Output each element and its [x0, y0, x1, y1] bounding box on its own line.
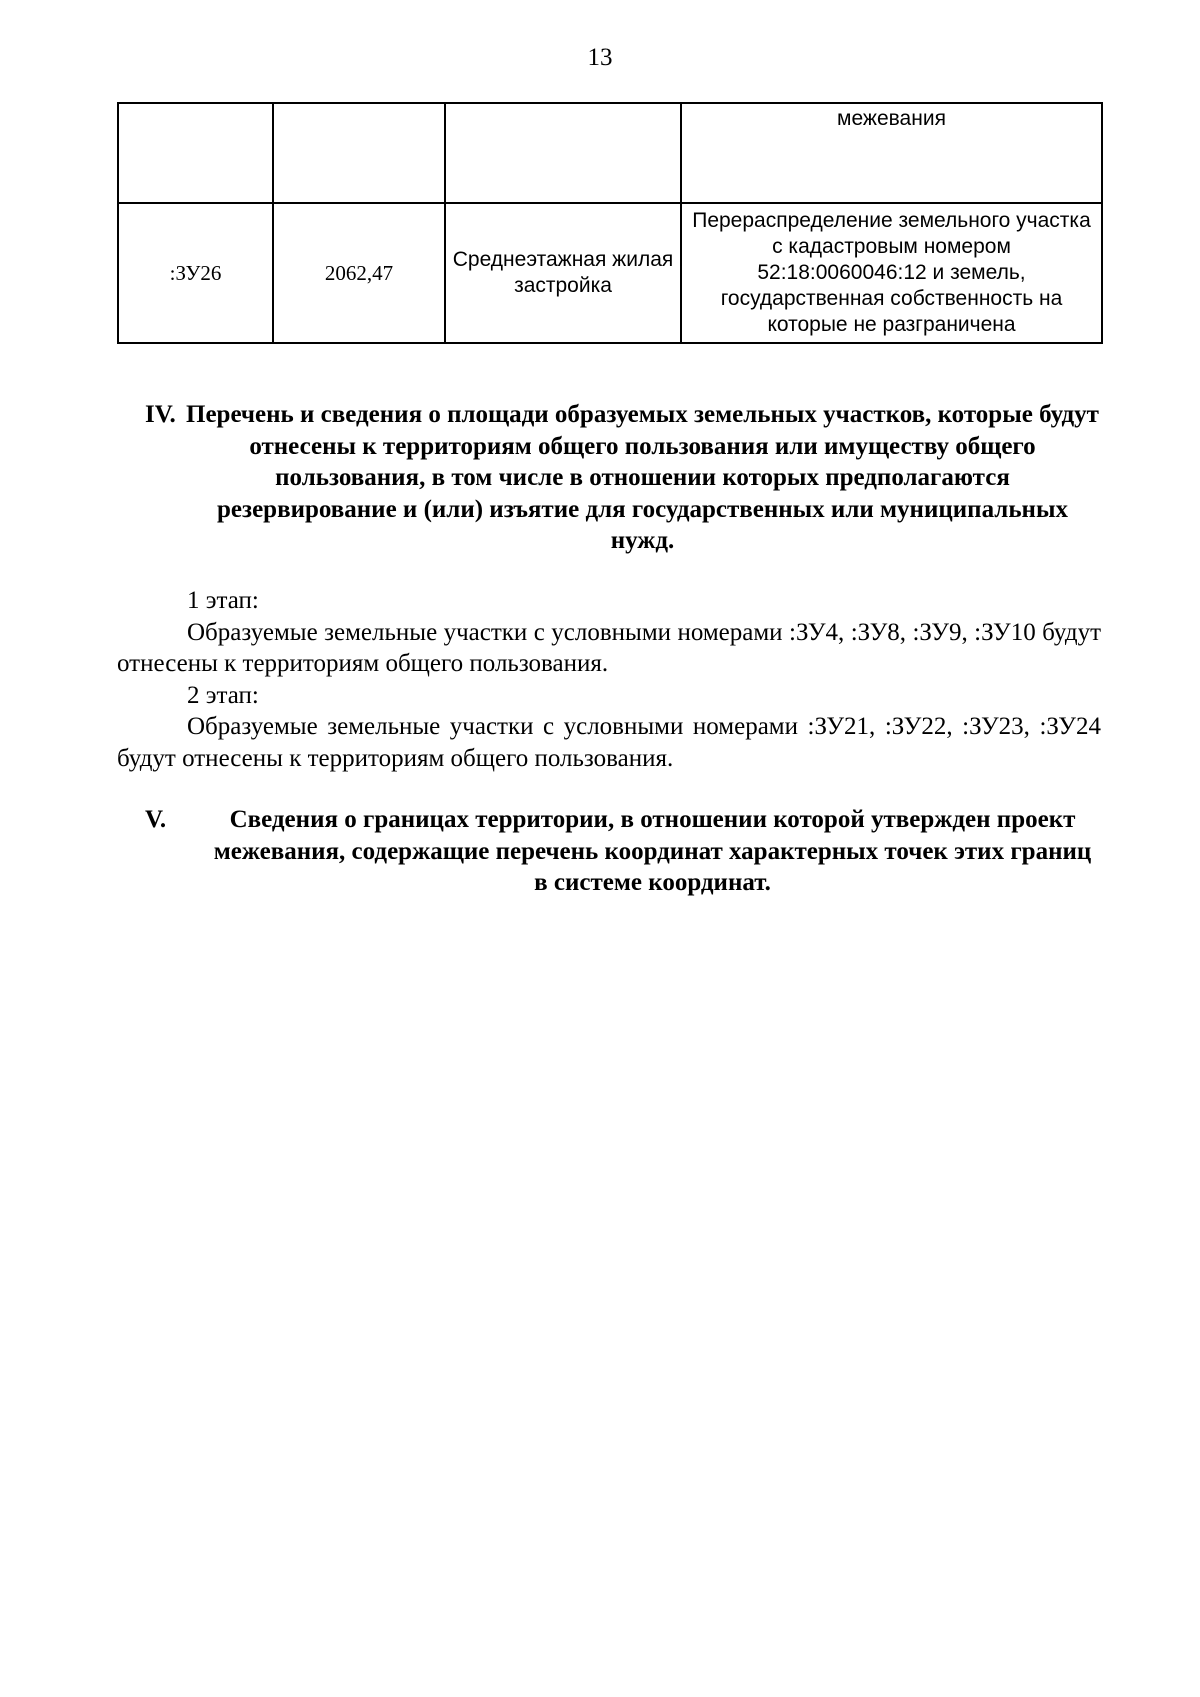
- table-cell: [445, 103, 681, 203]
- table-cell: [273, 103, 445, 203]
- table-row: [118, 103, 1102, 203]
- section-iv-title: Перечень и сведения о площади образуемых земельных участков, которые будут отнесены к территориям общего пользования или имуществу общего пользования, в том числе в отношении которых предполагаются резервирование и (или) изъятие для государственных или муниципальных нужд.: [186, 401, 1099, 554]
- stage-1-text: Образуемые земельные участки с условными номерами :ЗУ4, :ЗУ8, :ЗУ9, :ЗУ10 будут отнесены к территориям общего пользования.: [117, 618, 1101, 677]
- parcels-table: [117, 102, 1103, 344]
- section-v-heading: [145, 804, 1100, 899]
- table-row: [118, 203, 1102, 343]
- stages-list: [117, 585, 1101, 774]
- table-cell: [118, 103, 273, 203]
- table-cell: межевания: [681, 103, 1102, 203]
- formation-method-cell: Перераспределение земельного участка с кадастровым номером 52:18:0060046:12 и земель, государственная собственность на которые не разграничена: [681, 203, 1102, 343]
- parcel-area-cell: 2062,47: [273, 203, 445, 343]
- stage-2-text: Образуемые земельные участки с условными номерами :ЗУ21, :ЗУ22, :ЗУ23, :ЗУ24 будут отнесены к территориям общего пользования.: [117, 713, 1101, 772]
- parcel-id-cell: :ЗУ26: [118, 203, 273, 343]
- stage-1-label: 1 этап:: [187, 587, 259, 614]
- section-v-title: Сведения о границах территории, в отношении которой утвержден проект межевания, содержащие перечень координат характерных точек этих границ в системе координат.: [213, 806, 1092, 896]
- land-use-cell: Среднеэтажная жилая застройка: [445, 203, 681, 343]
- section-v-number: V.: [145, 806, 167, 833]
- stage-2-label: 2 этап:: [187, 681, 259, 709]
- section-iv-number: IV.: [145, 401, 176, 428]
- section-iv-heading: [145, 399, 1100, 557]
- page-number: 13: [587, 44, 613, 71]
